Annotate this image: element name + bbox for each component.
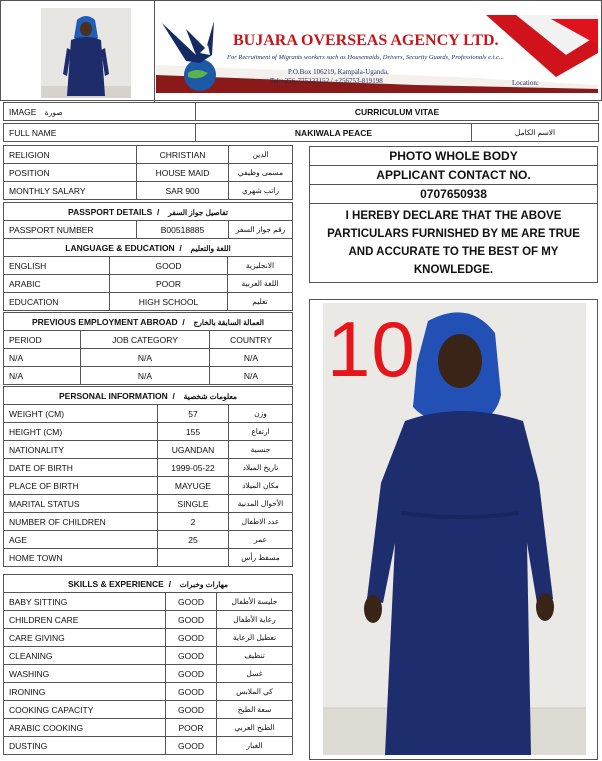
passport-heading: PASSPORT DETAILS / تفاصيل جواز السفر xyxy=(4,203,293,221)
agency-name: BUJARA OVERSEAS AGENCY LTD. xyxy=(233,32,499,49)
religion-label-ar: الدين xyxy=(229,146,293,164)
contact-label: APPLICANT CONTACT NO. xyxy=(310,166,597,185)
table-row: MARITAL STATUS SINGLE الأحوال المدنية xyxy=(4,495,293,513)
declaration-text: I HEREBY DECLARE THAT THE ABOVE PARTICULARS FURNISHED BY ME ARE TRUE AND ACCURATE TO THE BEST OF MY KNOWLEDGE. xyxy=(327,210,580,276)
table-row: NUMBER OF CHILDREN 2 عدد الاطفال xyxy=(4,513,293,531)
table-row: HOME TOWN مسقط رأس xyxy=(4,549,293,567)
table-row: ARABIC POOR اللغة العربية xyxy=(4,275,293,293)
full-body-photo-frame xyxy=(309,299,598,760)
table-header-row: PERIOD JOB CATEGORY COUNTRY xyxy=(4,331,293,349)
skills-heading: SKILLS & EXPERIENCE / مهارات وخبرات xyxy=(4,575,293,593)
image-label: IMAGE صورة xyxy=(4,103,196,121)
table-row: NATIONALITY UGANDAN جنسية xyxy=(4,441,293,459)
full-name-label-ar: الاسم الكامل xyxy=(472,124,599,142)
table-row: DATE OF BIRTH 1999-05-22 تاريخ الميلاد xyxy=(4,459,293,477)
table-row: N/A N/A N/A xyxy=(4,349,293,367)
full-name-row xyxy=(3,123,599,142)
agency-eagle-logo-icon xyxy=(156,15,236,93)
cv-header xyxy=(0,0,602,101)
applicant-info-box xyxy=(309,146,598,283)
salary-label-ar: راتب شهري xyxy=(229,182,293,200)
full-name-label: FULL NAME xyxy=(4,124,196,142)
table-row: CARE GIVING GOOD تعطيل الرعاية xyxy=(4,629,293,647)
cv-title: CURRICULUM VITAE xyxy=(196,103,599,121)
photo-label: PHOTO WHOLE BODY xyxy=(310,147,597,166)
basic-info-table xyxy=(3,145,293,200)
previous-employment-table xyxy=(3,312,293,385)
passport-table xyxy=(3,202,293,239)
table-row: ENGLISH GOOD الانجليزية xyxy=(4,257,293,275)
employment-heading: PREVIOUS EMPLOYMENT ABROAD / العمالة السابقة بالخارج xyxy=(4,313,293,331)
agency-address: P.O.Box 106219, Kampala-Uganda, xyxy=(288,68,389,76)
agency-phone: Tel:+256-775233152 / +256753-819198 xyxy=(270,77,383,85)
personal-information-table xyxy=(3,386,293,567)
position-label-ar: مسمى وظيفي xyxy=(229,164,293,182)
table-row: PLACE OF BIRTH MAYUGE مكان الميلاد xyxy=(4,477,293,495)
table-row: N/A N/A N/A xyxy=(4,367,293,385)
passport-number-label: PASSPORT NUMBER xyxy=(4,221,137,239)
agency-banner xyxy=(156,15,598,93)
agency-tagline: For Recruitment of Migrants workers such as Housemaids, Drivers, Security Guards, Professionals e.t.c... xyxy=(227,54,504,61)
table-row: DUSTING GOOD الغبار xyxy=(4,737,293,755)
religion-label: RELIGION xyxy=(4,146,137,164)
table-row: AGE 25 عمر xyxy=(4,531,293,549)
passport-number-label-ar: رقم جواز السفر xyxy=(229,221,293,239)
table-row: BABY SITTING GOOD جليسة الأطفال xyxy=(4,593,293,611)
position-value: HOUSE MAID xyxy=(137,164,229,182)
language-heading: LANGUAGE & EDUCATION / اللغة والتعليم xyxy=(4,239,293,257)
table-row: COOKING CAPACITY GOOD سعة الطبخ xyxy=(4,701,293,719)
agency-location-label: Location: xyxy=(512,79,539,87)
photo-number: 10 xyxy=(327,305,416,393)
full-name-value: NAKIWALA PEACE xyxy=(196,124,472,142)
table-row: IRONING GOOD كي الملابس xyxy=(4,683,293,701)
table-row: HEIGHT (CM) 155 ارتفاع xyxy=(4,423,293,441)
table-row: WEIGHT (CM) 57 وزن xyxy=(4,405,293,423)
salary-value: SAR 900 xyxy=(137,182,229,200)
salary-label: MONTHLY SALARY xyxy=(4,182,137,200)
religion-value: CHRISTIAN xyxy=(137,146,229,164)
table-row: CLEANING GOOD تنظيف xyxy=(4,647,293,665)
full-body-photo xyxy=(323,303,586,755)
personal-heading: PERSONAL INFORMATION / معلومات شخصية xyxy=(4,387,293,405)
contact-value: 0707650938 xyxy=(310,185,597,204)
table-row: ARABIC COOKING POOR الطبخ العربي xyxy=(4,719,293,737)
title-row xyxy=(3,102,599,121)
table-row: WASHING GOOD غسل xyxy=(4,665,293,683)
table-row: CHILDREN CARE GOOD رعاية الأطفال xyxy=(4,611,293,629)
language-education-table xyxy=(3,238,293,311)
skills-experience-table xyxy=(3,574,293,755)
position-label: POSITION xyxy=(4,164,137,182)
passport-number-value: B00518885 xyxy=(137,221,229,239)
table-row: EDUCATION HIGH SCHOOL تعليم xyxy=(4,293,293,311)
applicant-thumbnail-photo xyxy=(41,8,131,98)
